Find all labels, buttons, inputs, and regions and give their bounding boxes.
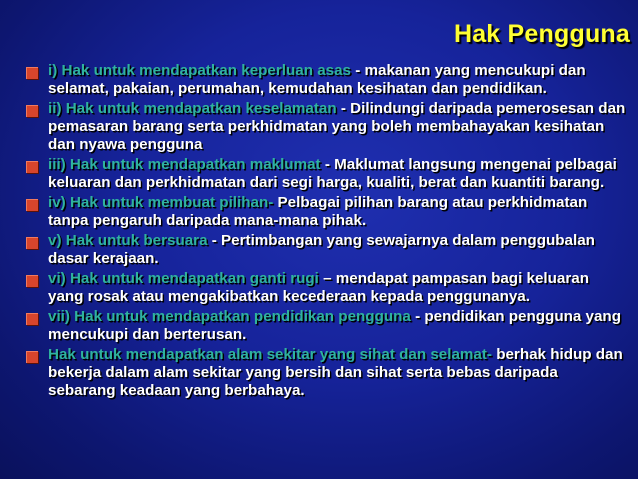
item-separator: -	[320, 156, 335, 173]
square-bullet-icon	[26, 161, 38, 173]
list-item	[26, 346, 628, 400]
item-heading: v) Hak untuk bersuara	[48, 232, 208, 249]
item-body: berhak hidup dan bekerja dalam alam sekitar yang bersih dan sihat serta bebas daripada sebarang keadaan yang berbahaya.	[48, 346, 623, 399]
item-separator: -	[336, 100, 351, 117]
item-text	[48, 156, 617, 191]
item-heading: vi) Hak untuk mendapatkan ganti rugi	[48, 270, 319, 287]
item-heading: i) Hak untuk mendapatkan keperluan asas	[48, 62, 352, 79]
square-bullet-icon	[26, 313, 38, 325]
item-text	[48, 232, 595, 267]
list-item	[26, 194, 628, 230]
square-bullet-icon	[26, 105, 38, 117]
item-body: Maklumat langsung mengenai pelbagai keluaran dan perkhidmatan dari segi harga, kualiti, berat dan kuantiti barang.	[48, 156, 617, 191]
rights-list	[26, 62, 628, 400]
item-text	[48, 346, 623, 399]
square-bullet-icon	[26, 67, 38, 79]
item-separator: –	[318, 270, 336, 287]
item-text	[48, 100, 625, 153]
item-text	[48, 308, 621, 343]
list-item	[26, 100, 628, 154]
item-body: makanan yang mencukupi dan selamat, pakaian, perumahan, kemudahan kesihatan dan pendidikan.	[48, 62, 586, 97]
list-item	[26, 232, 628, 268]
item-separator: -	[207, 232, 222, 249]
item-body: mendapat pampasan bagi keluaran yang rosak atau mengakibatkan kecederaan kepada penggunanya.	[48, 270, 589, 305]
item-text	[48, 194, 587, 229]
item-text	[48, 62, 586, 97]
item-body: Pelbagai pilihan barang atau perkhidmatan tanpa pengaruh daripada mana-mana pihak.	[48, 194, 588, 229]
slide-title: Hak Pengguna	[453, 20, 630, 48]
item-body: pendidikan pengguna yang mencukupi dan berterusan.	[48, 308, 621, 343]
item-text	[48, 270, 589, 305]
item-heading: iv) Hak untuk membuat pilihan-	[48, 194, 274, 211]
list-item	[26, 62, 628, 98]
item-body: Dilindungi daripada pemerosesan dan pemasaran barang serta perkhidmatan yang boleh membahayakan kesihatan dan nyawa pengguna	[48, 100, 626, 153]
item-heading: iii) Hak untuk mendapatkan maklumat	[48, 156, 321, 173]
list-item	[26, 156, 628, 192]
square-bullet-icon	[26, 351, 38, 363]
square-bullet-icon	[26, 199, 38, 211]
item-heading: ii) Hak untuk mendapatkan keselamatan	[48, 100, 337, 117]
list-item	[26, 308, 628, 344]
item-heading: Hak untuk mendapatkan alam sekitar yang sihat dan selamat-	[48, 346, 492, 363]
list-item	[26, 270, 628, 306]
item-heading: vii) Hak untuk mendapatkan pendidikan pengguna	[48, 308, 411, 325]
item-body: Pertimbangan yang sewajarnya dalam penggubalan dasar kerajaan.	[48, 232, 595, 267]
square-bullet-icon	[26, 275, 38, 287]
item-separator: -	[351, 62, 365, 79]
item-separator: -	[410, 308, 425, 325]
square-bullet-icon	[26, 237, 38, 249]
